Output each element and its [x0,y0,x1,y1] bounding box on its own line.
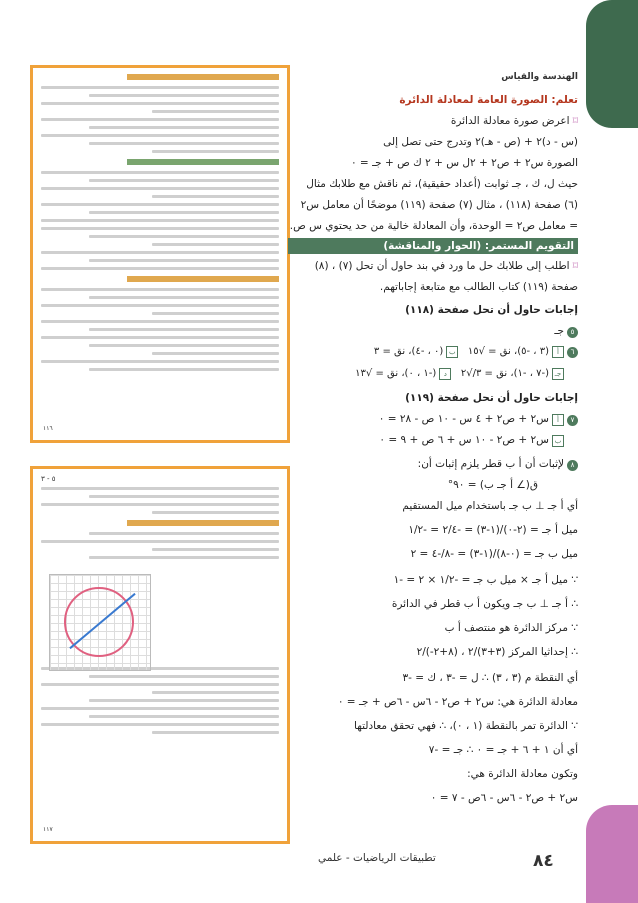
student-page-thumbnail-117 [30,466,290,844]
answer-7b: بس٢ + ص٢ - ١٠ س + ٦ ص + ٩ = ٠ [379,434,578,447]
answer-5: ٥جـ [554,325,578,338]
intro-line: الصورة س٢ + ص٢ + ٢ل س + ٢ ك ص + جـ = ٠ [350,157,578,169]
footer-title: تطبيقات الرياضيات - علمي [318,852,436,864]
footer-tab [586,805,638,903]
proof-line: ∴ إحداثيا المركز (٣+٣)/٢ ، (٨+٢-)/٢ [416,646,578,658]
intro-line: (س - د)٢ + (ص - هـ)٢ وتدرج حتى تصل إلى [383,136,578,148]
thumbnail-page-number: ١١٦ [43,425,53,432]
answers-title-119: إجابات حاول أن تحل صفحة (١١٩) [405,392,578,404]
proof-line: ميل ب جـ = (٠-٨)/(١-٣) = -٨/-٤ = ٢ [410,548,578,560]
answers-title-118: إجابات حاول أن تحل صفحة (١١٨) [405,304,578,316]
intro-line: ⌑اعرض صورة معادلة الدائرة [450,115,578,127]
intro-line: (٦) صفحة (١١٨) ، مثال (٧) صفحة (١١٩) موضحًا أن معامل س٢ [300,199,578,211]
answer-6-row2: جـ(-٧ ، -١)، نق = ٣/√٢ د(-١ ، ٠)، نق = √١٣ [355,368,578,380]
answer-6-row1: ٦أ(٣ ، -٥)، نق = √١٥ ب(٠ ، -٤)، نق = ٣ [374,346,578,358]
answer-8: ٨لإثبات أن أ ب قطر يلزم إثبات أن: [418,458,578,471]
section-bar: التقويم المستمر: (الحوار والمناقشة) [288,238,578,254]
proof-line: أي النقطة م (٣ ، ٣) ∴ ل = -٣ ، ك = -٣ [402,672,578,684]
answer-7a: ٧أس٢ + ص٢ + ٤ س - ١٠ ص - ٢٨ = ٠ [379,413,578,426]
proof-line: س٢ + ص٢ - ٦س - ٦ص - ٧ = ٠ [430,792,578,804]
proof-line: أي أ جـ ⊥ ب جـ باستخدام ميل المستقيم [402,500,578,512]
proof-line: وتكون معادلة الدائرة هي: [467,768,578,780]
proof-line: ق(∠ أ جـ ب) = ٩٠° [447,479,538,491]
student-page-thumbnail-116 [30,65,290,443]
assessment-line: ⌑اطلب إلى طلابك حل ما ورد في بند حاول أن تحل (٧) ، (٨) [314,260,578,272]
page-number: ٨٤ [533,851,554,871]
thumbnail-page-number: ١١٧ [43,826,53,833]
lesson-title: تعلم: الصورة العامة لمعادلة الدائرة [399,94,578,106]
chapter-tab [586,0,638,128]
coordinate-grid-figure [49,574,151,671]
proof-line: ∵ ميل أ جـ × ميل ب جـ = -١/٢ × ٢ = -١ [393,574,578,586]
proof-line: أي أن ١ + ٦ + جـ = ٠ ∴ جـ = -٧ [428,744,578,756]
proof-line: ميل أ جـ = (٢-٠)/(١-٣) = -٢/٤ = -١/٢ [408,524,578,536]
intro-line: = معامل ص٢ = الوحدة، وأن المعادلة خالية من حد يحتوي س ص. [289,220,578,232]
unit-title: الهندسة والقياس [501,72,578,82]
thumbnail-section-label: ٥ - ٣ [41,475,56,483]
proof-line: ∵ الدائرة تمر بالنقطة (١ ، ٠)، ∴ فهي تحقق معادلتها [354,720,578,732]
assessment-line: صفحة (١١٩) كتاب الطالب مع متابعة إجاباتهم. [379,281,578,293]
proof-line: ∵ مركز الدائرة هو منتصف أ ب [444,622,578,634]
proof-line: معادلة الدائرة هي: س٢ + ص٢ - ٦س - ٦ص + جـ = ٠ [337,696,578,708]
intro-line: حيث ل، ك ، جـ ثوابت (أعداد حقيقية)، ثم ناقش مع طلابك مثال [306,178,578,190]
proof-line: ∴ أ جـ ⊥ ب جـ ويكون أ ب قطر في الدائرة [391,598,578,610]
